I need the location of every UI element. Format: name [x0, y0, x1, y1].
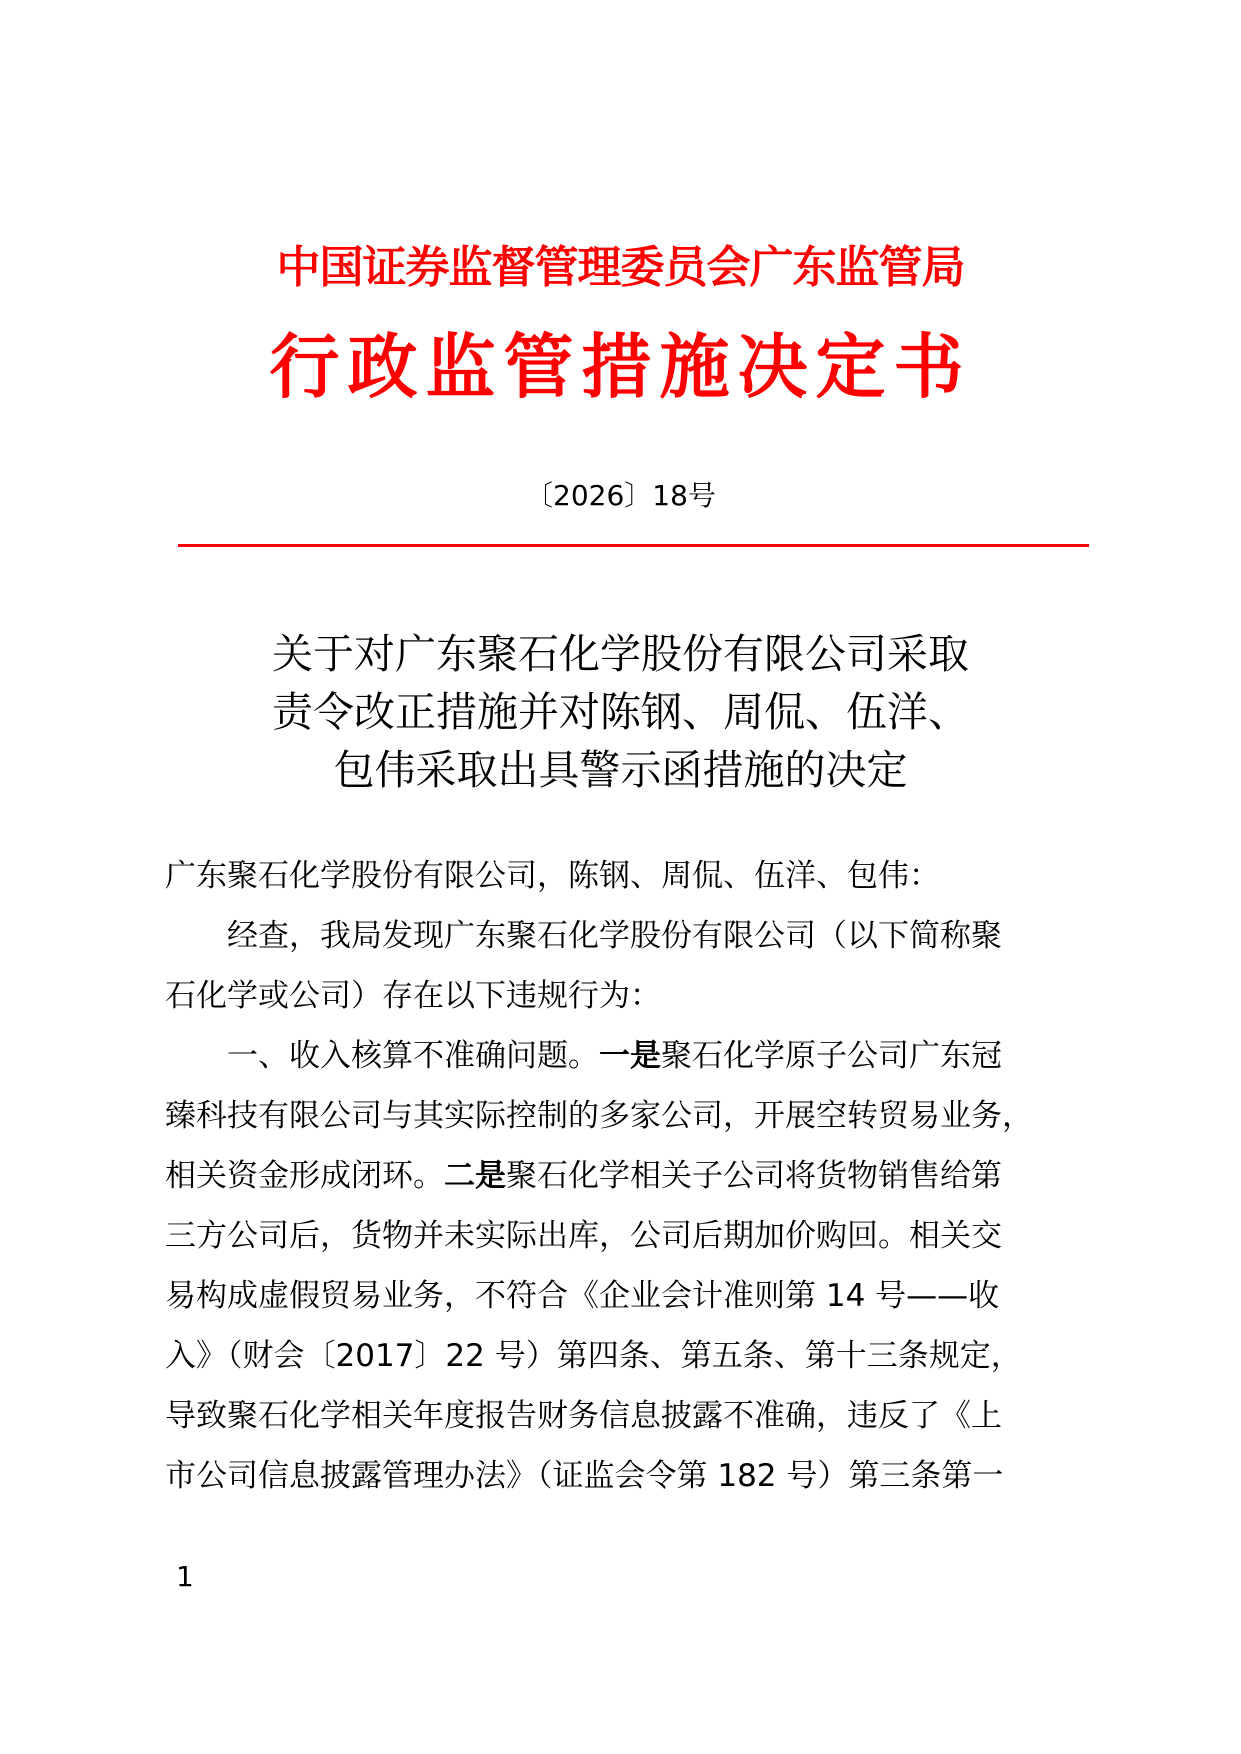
decision-title-line-3: 包伟采取出具警示函措施的决定 [333, 746, 908, 794]
bold-marker-first: 一是 [599, 1038, 661, 1074]
page-number: 1 [176, 1560, 194, 1593]
body-line [165, 1146, 1125, 1206]
body-text: 聚石化学相关子公司将货物销售给第 [506, 1158, 1002, 1194]
body-line: 导致聚石化学相关年度报告财务信息披露不准确，违反了《上 [165, 1398, 1002, 1434]
body-text: 相关资金形成闭环。 [165, 1158, 444, 1194]
issuing-agency: 中国证券监督管理委员会广东监管局 [276, 242, 965, 293]
body-line: 市公司信息披露管理办法》（证监会令第 182 号）第三条第一 [165, 1458, 1004, 1494]
body-line: 易构成虚假贸易业务，不符合《企业会计准则第 14 号——收 [165, 1278, 1000, 1314]
section-heading: 一、收入核算不准确问题。 [227, 1038, 599, 1074]
bold-marker-second: 二是 [444, 1158, 506, 1194]
decision-title-line-1: 关于对广东聚石化学股份有限公司采取 [272, 630, 969, 678]
body-line: 三方公司后，货物并未实际出库，公司后期加价购回。相关交 [165, 1218, 1002, 1254]
red-divider-line [178, 544, 1089, 547]
body-line: 臻科技有限公司与其实际控制的多家公司，开展空转贸易业务， [165, 1098, 1033, 1134]
body-text: 聚石化学原子公司广东冠 [661, 1038, 1002, 1074]
body-line-violation-1 [227, 1026, 1187, 1086]
document-number: 〔2026〕18号 [525, 479, 716, 512]
decision-title-line-2: 责令改正措施并对陈钢、周侃、伍洋、 [272, 688, 969, 736]
body-line: 石化学或公司）存在以下违规行为： [165, 978, 661, 1014]
document-type-heading: 行政监管措施决定书 [269, 326, 972, 408]
addressee-line: 广东聚石化学股份有限公司，陈钢、周侃、伍洋、包伟： [165, 858, 940, 894]
body-line: 经查，我局发现广东聚石化学股份有限公司（以下简称聚 [227, 918, 1002, 954]
body-line: 入》（财会〔2017〕22 号）第四条、第五条、第十三条规定， [165, 1338, 1022, 1374]
